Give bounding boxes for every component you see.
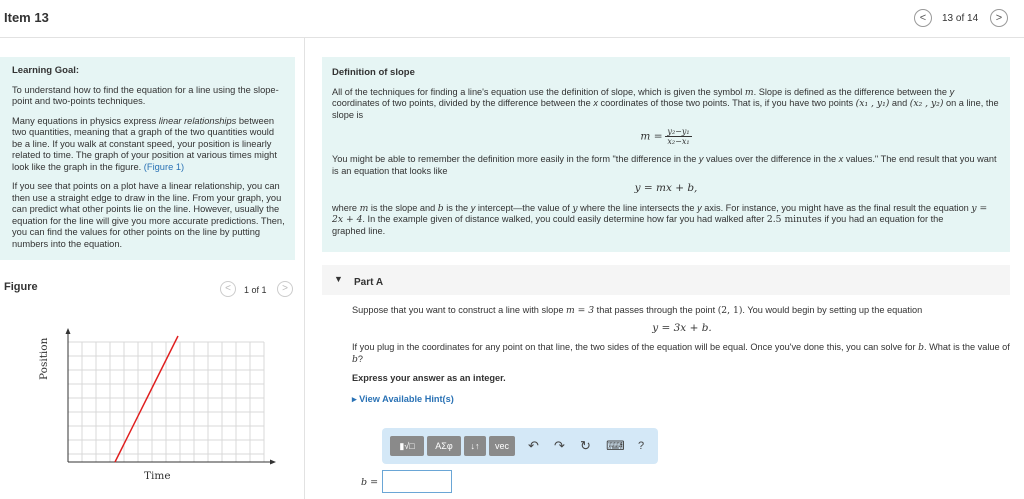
figure-label: Figure — [4, 281, 38, 293]
setup-equation: y = 3x + b. — [652, 321, 712, 334]
question-p2: If you plug in the coordinates for any point on that line, the two sides of the equation will be equal. Once you've done this, you can solve for b. What is the value of b? — [352, 342, 1010, 365]
definition-title: Definition of slope — [332, 67, 415, 78]
collapse-caret-icon[interactable]: ▼ — [334, 274, 343, 284]
x-axis-label: Time — [144, 470, 171, 482]
figure-link[interactable]: (Figure 1) — [143, 161, 185, 172]
keyboard-icon[interactable]: ⌨ — [606, 438, 625, 453]
vector-button[interactable]: vec — [489, 436, 515, 456]
figure-prev-button[interactable]: < — [220, 281, 236, 297]
learning-goal-panel — [0, 57, 295, 260]
part-a-title: Part A — [354, 277, 384, 288]
definition-p3: where m is the slope and b is the y intercept—the value of y where the line intersects the y axis. For instance, you might have as the final result the equation y = 2x + 4. In the example given of distance walked, you could easily determine how far you had walked after 2.5 minutes if you had an equation for the graphed line. — [332, 202, 988, 236]
sub-superscript-button[interactable]: ↓↑ — [464, 436, 486, 456]
item-count: 13 of 14 — [942, 13, 979, 24]
reset-icon[interactable]: ↻ — [580, 438, 591, 453]
help-icon[interactable]: ? — [638, 440, 645, 452]
slope-formula: m = $\frac{\text{y₂−y₁}}{\text{x₂−x₁}}$ — [640, 127, 690, 146]
answer-label: b = — [361, 477, 379, 488]
redo-icon[interactable]: ↷ — [554, 438, 565, 453]
learning-goal-p3: If you see that points on a plot have a linear relationship, you can then use a straight edge to draw in the line. From your graph, you can predict what other points lie on the line. However, usually the equation for the line will give you more accurate predictions. Then, you can find the values for other points on the line by putting numbers into the equation. — [12, 181, 285, 249]
slope-intercept-form: y = mx + b, — [634, 182, 698, 194]
question-p1: Suppose that you want to construct a line with slope m = 3 that passes through the point (2, 1). You would begin by setting up the equation — [352, 305, 923, 316]
math-input-toolbar — [382, 428, 658, 464]
learning-goal-title: Learning Goal: — [12, 65, 80, 76]
x-axis-arrow — [270, 460, 276, 465]
learning-goal-p1: To understand how to find the equation for a line using the slope-point and two-points techniques. — [12, 84, 279, 106]
next-item-button[interactable]: > — [990, 9, 1008, 27]
answer-instruction: Express your answer as an integer. — [352, 373, 506, 383]
definition-p2: You might be able to remember the definition more easily in the form "the difference in the y values over the difference in the x values." The end result that you want is an equation that looks like — [332, 154, 997, 176]
view-hints-link[interactable]: ▸ View Available Hint(s) — [352, 393, 454, 404]
previous-item-button[interactable]: < — [914, 9, 932, 27]
item-title: Item 13 — [4, 10, 49, 25]
y-axis-label: Position — [38, 337, 50, 380]
item-header — [0, 0, 1024, 38]
figure-count: 1 of 1 — [244, 285, 267, 295]
symbols-button[interactable]: ΑΣφ — [427, 436, 461, 456]
part-a-body — [352, 305, 1012, 411]
templates-button[interactable]: ▮√□ — [390, 436, 424, 456]
position-time-graph — [40, 320, 280, 470]
undo-icon[interactable]: ↶ — [528, 438, 539, 453]
definition-p1: All of the techniques for finding a line's equation use the definition of slope, which is given the symbol m. Slope is defined as the difference between the y coordinates of two points, divided by the difference between the x coordinates of those two points. That is, if you have two points (x₁ , y₁) and (x₂ , y₂) on a line, the slope is — [332, 86, 999, 120]
part-a-header[interactable] — [322, 265, 1010, 295]
slope-definition-panel — [322, 57, 1010, 252]
learning-goal-p2: Many equations in physics express linear relationships between two quantities, meaning that a graph of the two quantities would be a line. If you walk at constant speed, your position is linearly related to time. The graph of your position at various times might look like the graph in the figure. (Figure 1) — [12, 115, 277, 172]
answer-input[interactable] — [382, 470, 452, 493]
figure-next-button[interactable]: > — [277, 281, 293, 297]
column-divider — [304, 38, 305, 499]
y-axis-arrow — [66, 328, 71, 334]
